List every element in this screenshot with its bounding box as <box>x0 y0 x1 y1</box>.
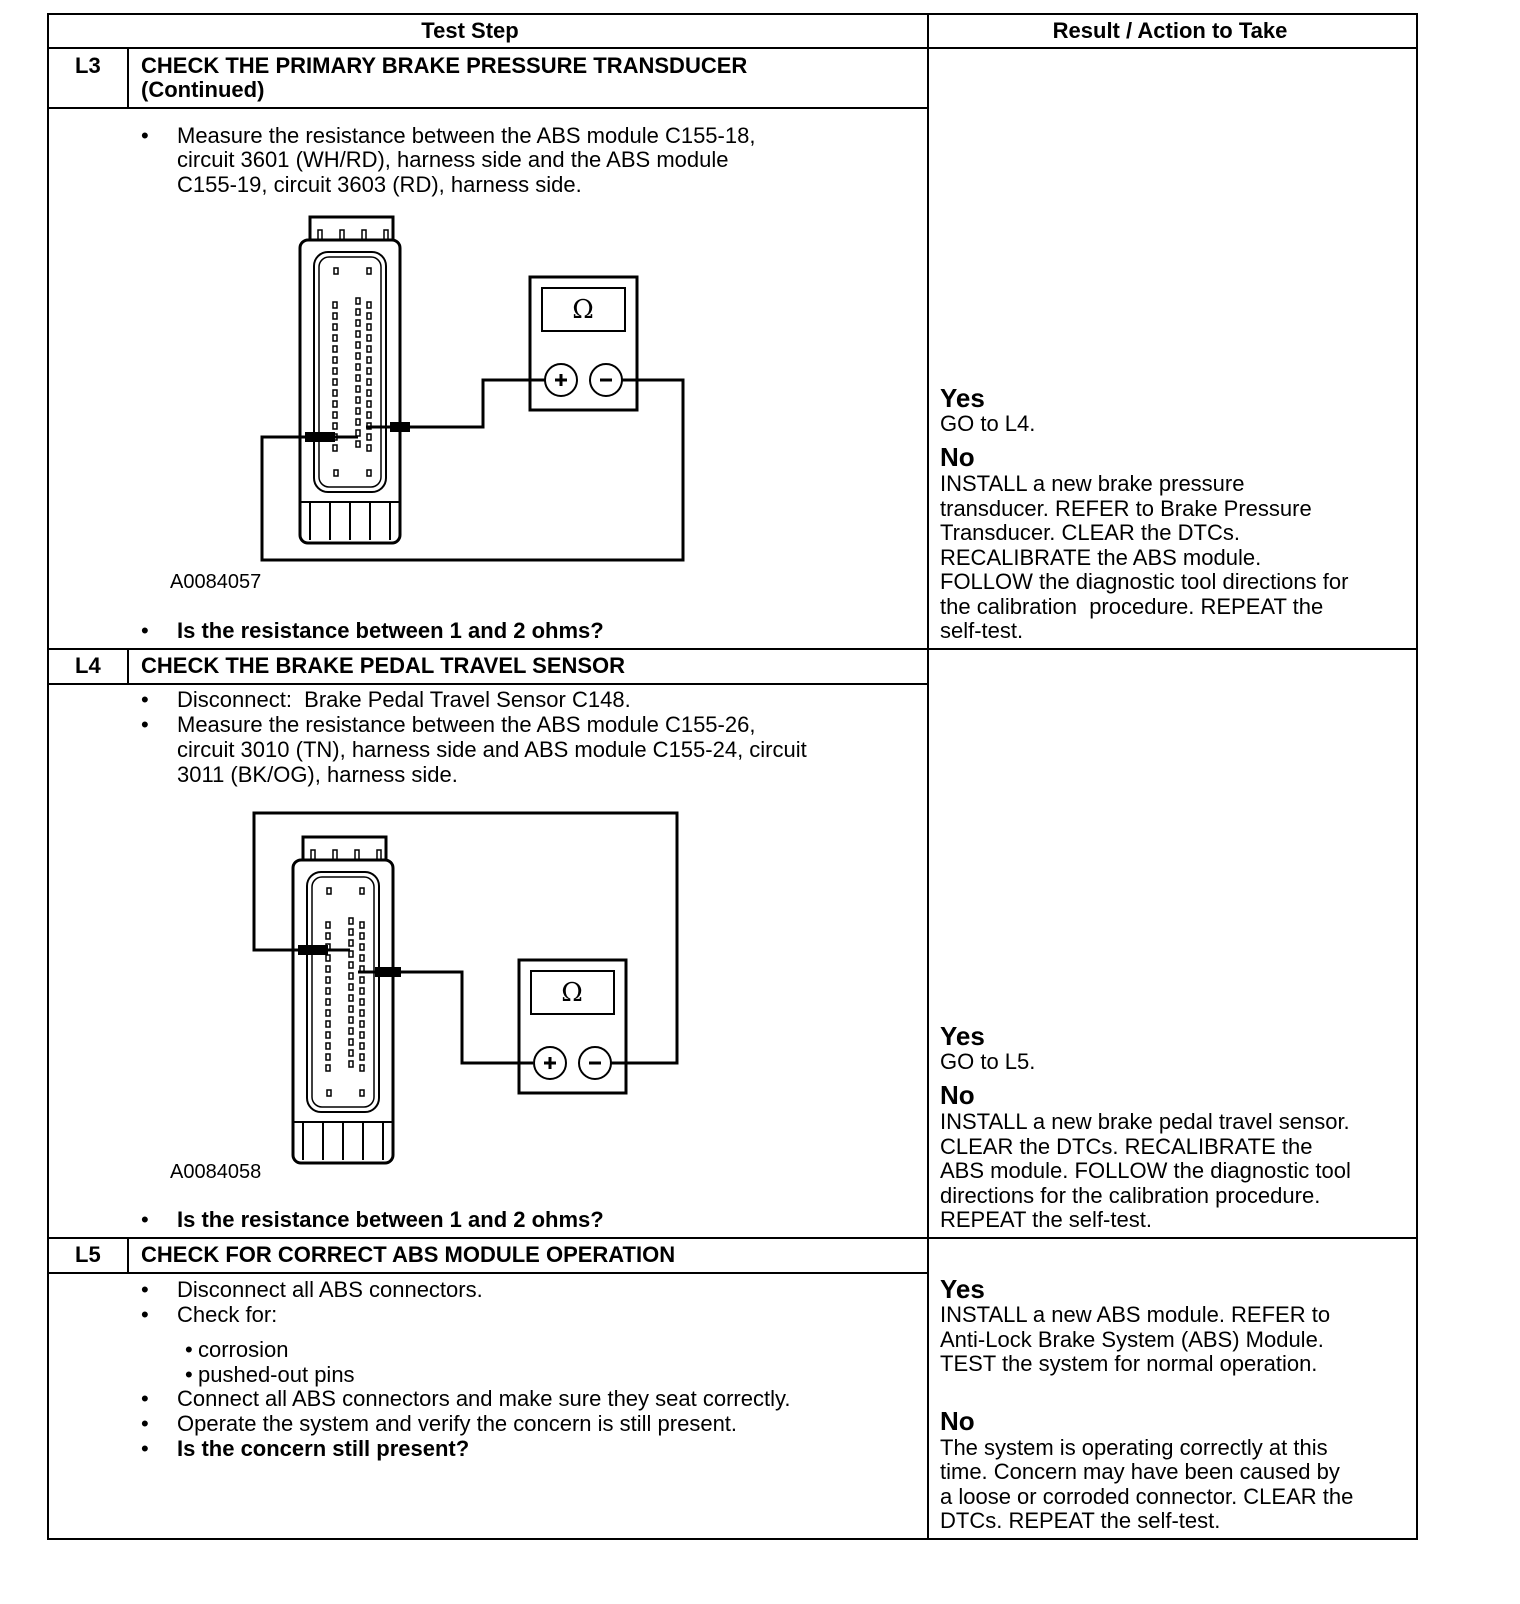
no-action: a loose or corroded connector. CLEAR the <box>940 1484 1354 1509</box>
ohm-symbol: Ω <box>572 295 594 325</box>
probe-tip <box>390 422 410 432</box>
instruction-text: Measure the resistance between the ABS module C155-26, <box>177 712 756 737</box>
pin <box>349 1006 353 1012</box>
question-text: Is the concern still present? <box>177 1436 470 1461</box>
yes-action: INSTALL a new ABS module. REFER to <box>940 1302 1331 1327</box>
step-title: (Continued) <box>141 77 265 102</box>
test-lead-wire <box>358 972 533 1063</box>
instruction-text: Connect all ABS connectors and make sure they seat correctly. <box>177 1386 791 1411</box>
pin <box>326 1032 330 1038</box>
instruction-text: Measure the resistance between the ABS module C155-18, <box>177 123 756 148</box>
pin <box>367 268 371 274</box>
instruction-text: C155-19, circuit 3603 (RD), harness side. <box>177 172 582 197</box>
instruction-text: 3011 (BK/OG), harness side. <box>177 762 458 787</box>
pin <box>349 962 353 968</box>
pin <box>349 1061 353 1067</box>
pin <box>360 1054 364 1060</box>
pin <box>333 335 337 341</box>
instruction-text: Disconnect: Brake Pedal Travel Sensor C148. <box>177 687 631 712</box>
step-id: L5 <box>75 1242 101 1267</box>
yes-action: GO to L5. <box>940 1049 1036 1074</box>
no-action: Transducer. CLEAR the DTCs. <box>940 520 1240 545</box>
bullet-icon: • <box>141 618 149 643</box>
pin <box>367 470 371 476</box>
pin <box>349 973 353 979</box>
ohm-symbol: Ω <box>561 978 583 1008</box>
pin <box>367 445 371 451</box>
pin <box>333 324 337 330</box>
pin <box>326 922 330 928</box>
no-action: self-test. <box>940 618 1024 643</box>
no-label: No <box>940 1406 975 1436</box>
pin <box>327 1090 331 1096</box>
pin <box>334 470 338 476</box>
header-test-step: Test Step <box>421 18 519 43</box>
pin <box>326 966 330 972</box>
test-lead-wire <box>366 380 545 427</box>
pin <box>356 331 360 337</box>
bullet-icon: • <box>141 712 149 737</box>
pin <box>333 412 337 418</box>
no-action: CLEAR the DTCs. RECALIBRATE the <box>940 1134 1313 1159</box>
probe-tip <box>298 945 328 955</box>
pin <box>326 1043 330 1049</box>
pin <box>349 918 353 924</box>
step-title: CHECK THE PRIMARY BRAKE PRESSURE TRANSDUCER <box>141 53 748 78</box>
pin <box>356 364 360 370</box>
connector-meter-diagram-l3 <box>262 217 683 560</box>
bullet-icon: • <box>185 1362 193 1387</box>
question-text: Is the resistance between 1 and 2 ohms? <box>177 1207 604 1232</box>
pin <box>349 929 353 935</box>
pin <box>333 302 337 308</box>
pin <box>333 401 337 407</box>
pin <box>367 379 371 385</box>
pin <box>349 984 353 990</box>
pin <box>356 419 360 425</box>
bullet-icon: • <box>141 1302 149 1327</box>
pin <box>333 423 337 429</box>
pin <box>326 1021 330 1027</box>
pin <box>349 995 353 1001</box>
check-item: pushed-out pins <box>198 1362 355 1387</box>
bullet-icon: • <box>141 687 149 712</box>
pin <box>333 368 337 374</box>
step-id: L4 <box>75 653 101 678</box>
pin <box>356 375 360 381</box>
pin <box>360 988 364 994</box>
pin <box>360 955 364 961</box>
instruction-text: Disconnect all ABS connectors. <box>177 1277 483 1302</box>
bullet-icon: • <box>185 1337 193 1362</box>
pin <box>356 408 360 414</box>
yes-action: TEST the system for normal operation. <box>940 1351 1318 1376</box>
pin <box>349 940 353 946</box>
bullet-icon: • <box>141 1411 149 1436</box>
pin <box>360 888 364 894</box>
pin <box>360 1090 364 1096</box>
pin <box>333 390 337 396</box>
pin <box>326 999 330 1005</box>
no-action: transducer. REFER to Brake Pressure <box>940 496 1312 521</box>
yes-label: Yes <box>940 1274 985 1304</box>
pin <box>326 988 330 994</box>
pin <box>367 412 371 418</box>
pin <box>349 1017 353 1023</box>
bullet-icon: • <box>141 1277 149 1302</box>
instruction-text: circuit 3601 (WH/RD), harness side and the ABS module <box>177 147 729 172</box>
pin <box>367 434 371 440</box>
figure-id: A0084057 <box>170 571 262 593</box>
pin <box>367 357 371 363</box>
pin <box>360 1043 364 1049</box>
connector-face <box>314 252 386 492</box>
no-action: INSTALL a new brake pedal travel sensor. <box>940 1109 1350 1134</box>
no-action: the calibration procedure. REPEAT the <box>940 594 1324 619</box>
pin <box>360 1065 364 1071</box>
pin <box>367 401 371 407</box>
pin <box>360 999 364 1005</box>
header-result: Result / Action to Take <box>1052 18 1288 43</box>
bullet-icon: • <box>141 1207 149 1232</box>
instruction-text: Operate the system and verify the concern is still present. <box>177 1411 738 1436</box>
pin <box>356 342 360 348</box>
pin <box>333 346 337 352</box>
pin <box>326 1054 330 1060</box>
yes-action: GO to L4. <box>940 411 1036 436</box>
instruction-text: circuit 3010 (TN), harness side and ABS module C155-24, circuit <box>177 737 807 762</box>
pin <box>333 445 337 451</box>
pin <box>349 951 353 957</box>
no-action: The system is operating correctly at this <box>940 1435 1328 1460</box>
probe-tip <box>305 432 335 442</box>
pin <box>349 1050 353 1056</box>
no-action: REPEAT the self-test. <box>940 1207 1152 1232</box>
pin <box>326 977 330 983</box>
no-action: INSTALL a new brake pressure <box>940 471 1245 496</box>
pin <box>367 335 371 341</box>
no-action: time. Concern may have been caused by <box>940 1459 1340 1484</box>
no-action: RECALIBRATE the ABS module. <box>940 545 1262 570</box>
no-action: FOLLOW the diagnostic tool directions for <box>940 569 1349 594</box>
pin <box>360 1010 364 1016</box>
pin <box>356 309 360 315</box>
pin <box>326 955 330 961</box>
no-label: No <box>940 1080 975 1110</box>
bullet-icon: • <box>141 1436 149 1461</box>
connector-meter-diagram-l4 <box>254 813 677 1163</box>
pin <box>333 379 337 385</box>
pin <box>360 922 364 928</box>
pin <box>349 1039 353 1045</box>
pin <box>356 298 360 304</box>
pin <box>333 357 337 363</box>
pin <box>360 977 364 983</box>
figure-id: A0084058 <box>170 1161 262 1183</box>
step-title: CHECK FOR CORRECT ABS MODULE OPERATION <box>141 1242 676 1267</box>
pin <box>356 397 360 403</box>
pin <box>356 353 360 359</box>
pin <box>367 302 371 308</box>
pin <box>360 933 364 939</box>
connector-face <box>307 872 379 1112</box>
pin <box>360 1032 364 1038</box>
bullet-icon: • <box>141 123 149 148</box>
pin <box>333 313 337 319</box>
pin <box>360 1021 364 1027</box>
no-label: No <box>940 442 975 472</box>
no-action: DTCs. REPEAT the self-test. <box>940 1508 1221 1533</box>
pin <box>356 320 360 326</box>
pin <box>356 386 360 392</box>
step-title: CHECK THE BRAKE PEDAL TRAVEL SENSOR <box>141 653 626 678</box>
yes-label: Yes <box>940 1021 985 1051</box>
yes-action: Anti-Lock Brake System (ABS) Module. <box>940 1327 1324 1352</box>
pin <box>367 346 371 352</box>
pin <box>326 1065 330 1071</box>
instruction-text: Check for: <box>177 1302 278 1327</box>
yes-label: Yes <box>940 383 985 413</box>
probe-tip <box>375 967 401 977</box>
pin <box>356 441 360 447</box>
pin <box>367 313 371 319</box>
pin <box>367 390 371 396</box>
pin <box>367 324 371 330</box>
no-action: ABS module. FOLLOW the diagnostic tool <box>940 1158 1351 1183</box>
pin <box>360 944 364 950</box>
pin <box>349 1028 353 1034</box>
pin <box>326 933 330 939</box>
pin <box>334 268 338 274</box>
step-id: L3 <box>75 53 101 78</box>
pin <box>367 368 371 374</box>
pin <box>326 1010 330 1016</box>
bullet-icon: • <box>141 1386 149 1411</box>
pin <box>327 888 331 894</box>
check-item: corrosion <box>198 1337 289 1362</box>
pin <box>356 430 360 436</box>
no-action: directions for the calibration procedure. <box>940 1183 1321 1208</box>
question-text: Is the resistance between 1 and 2 ohms? <box>177 618 604 643</box>
